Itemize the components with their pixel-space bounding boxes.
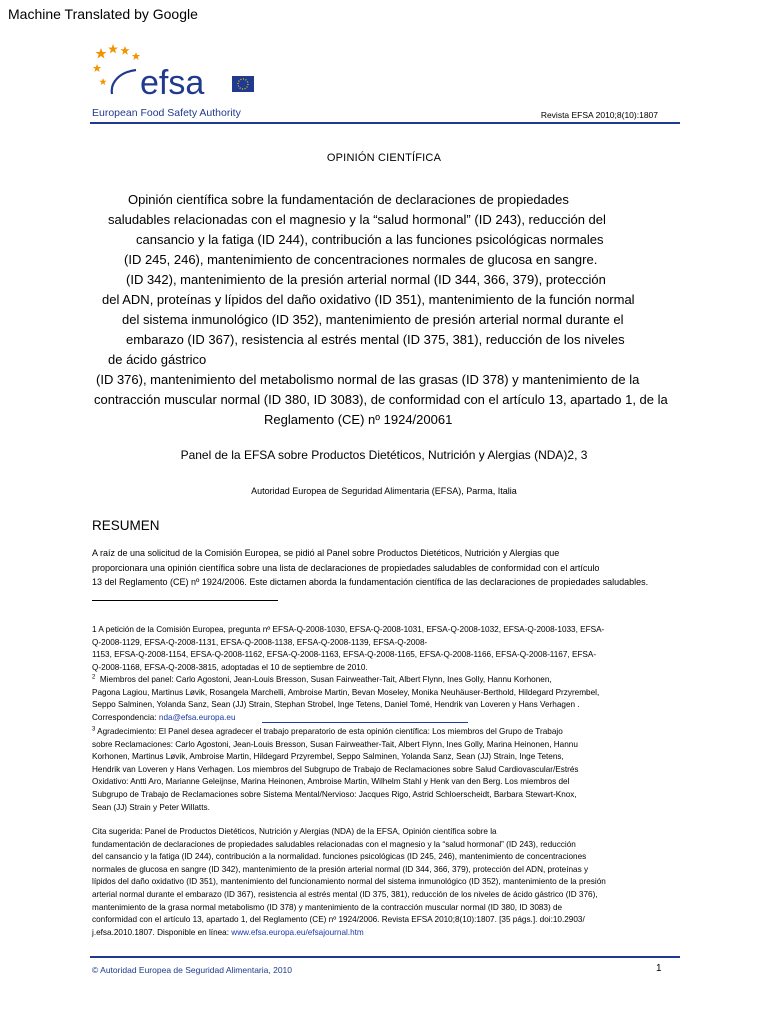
footnote-line: Agradecimiento: El Panel desea agradecer el trabajo preparatorio de esta opinión científica: Los miembros del Grupo de Trabajo — [97, 727, 563, 736]
footnote-line: Sean (JJ) Strain y Peter Willatts. — [92, 802, 210, 812]
header-rule — [90, 122, 680, 124]
footnote-mark: 1 — [92, 625, 97, 634]
title-line: Opinión científica sobre la fundamentación de declaraciones de propiedades — [128, 192, 569, 207]
footnote-3 — [92, 726, 692, 814]
footnote-line: Pagona Lagiou, Martinus Løvik, Rosangela Marchelli, Ambroise Martin, Bevan Moseley, Monika Neuhäuser-Berthold, Hildegard Przyrembel, — [92, 687, 600, 697]
title-line: contracción muscular normal (ID 380, ID 3083), de conformidad con el artículo 13, apartado 1, de la — [94, 392, 668, 407]
efsa-logo-graphic — [92, 42, 272, 122]
title-line: (ID 376), mantenimiento del metabolismo normal de las grasas (ID 378) y mantenimiento de la — [96, 372, 640, 387]
suggested-citation — [92, 826, 692, 939]
correspondence-label: Correspondencia: — [92, 712, 157, 722]
citation-line: del cansancio y la fatiga (ID 244), contribución a la normalidad. funciones psicológicas (ID 245, 246), mantenimiento de concentraciones — [92, 852, 587, 862]
title-line: de ácido gástrico — [108, 352, 207, 367]
abstract-line: proporcionara una opinión científica sobre una lista de declaraciones de propiedades saludables de conformidad con el artículo — [92, 562, 600, 573]
footnote-line: Subgrupo de Trabajo de Reclamaciones sobre Sistema Mental/Nervioso: Jacques Rigo, Astrid Schloerscheidt, Barbara Stewart-Knox, — [92, 789, 577, 799]
footnote-line: A petición de la Comisión Europea, pregunta nº EFSA-Q-2008-1030, EFSA-Q-2008-1031, EFSA-Q-2008-1032, EFSA-Q-2008-1033, EFSA- — [98, 625, 605, 634]
section-label: OPINIÓN CIENTÍFICA — [326, 152, 442, 164]
footnote-line: Oxidativo: Antti Aro, Marianne Geleijnse, Marina Heinonen, Ambroise Martin, Wilhelm Stahl y Henk van den Berg. Los miembros del — [92, 777, 570, 787]
email-underline — [262, 722, 468, 723]
footnote-2 — [92, 674, 692, 724]
eu-flag-icon — [232, 76, 254, 92]
title-line: cansancio y la fatiga (ID 244), contribución a las funciones psicológicas normales — [136, 232, 604, 247]
affiliation: Autoridad Europea de Seguridad Alimentaria (EFSA), Parma, Italia — [251, 486, 517, 496]
abstract-line: A raíz de una solicitud de la Comisión Europea, se pidió al Panel sobre Productos Dietéticos, Nutrición y Alergias que — [92, 548, 560, 558]
efsa-wordmark: efsa — [140, 64, 205, 102]
abstract-text — [92, 546, 742, 590]
journal-reference: Revista EFSA 2010;8(10):1807 — [540, 110, 658, 120]
efsa-org-name: European Food Safety Authority — [92, 107, 241, 119]
citation-line: arterial normal durante el embarazo (ID 367), resistencia al estrés mental (ID 375, 381), reducción de los niveles de ácido gástrico (ID 376), — [92, 889, 598, 899]
title-line: embarazo (ID 367), resistencia al estrés mental (ID 375, 381), reducción de los niveles — [126, 332, 625, 347]
citation-line: mantenimiento de la grasa normal metabolismo (ID 378) y mantenimiento de la contracción muscular normal (ID 380, ID 3083) de — [92, 902, 563, 912]
footnote-mark: 2 — [92, 674, 96, 681]
page-number: 1 — [656, 963, 662, 974]
citation-line: fundamentación de declaraciones de propiedades saludables relacionadas con el magnesio y la “salud hormonal” (ID 243), reducción — [92, 839, 576, 849]
footnote-line: Korhonen, Martinus Løvik, Ambroise Martin, Hildegard Przyrembel, Seppo Salminen, Yolanda Sanz, Sean (JJ) Strain, Inge Tetens, — [92, 752, 564, 762]
footnote-line: Seppo Salminen, Yolanda Sanz, Sean (JJ) Strain, Stephan Strobel, Inge Tetens, Daniel Tomé, Hendrik van Loveren y Hans Verhagen . — [92, 700, 580, 710]
correspondence-email-link[interactable]: nda@efsa.europa.eu — [158, 712, 236, 722]
citation-line: j.efsa.2010.1807. Disponible en línea: — [92, 927, 230, 937]
title-line: saludables relacionadas con el magnesio y la “salud hormonal” (ID 243), reducción del — [108, 212, 606, 227]
footnote-line: sobre Reclamaciones: Carlo Agostoni, Jean-Louis Bresson, Susan Fairweather-Tait, Albert Flynn, Ines Golly, Marina Heinonen, Hannu — [92, 739, 578, 749]
abstract-heading: RESUMEN — [92, 518, 160, 533]
citation-line: lípidos del daño oxidativo (ID 351), mantenimiento del funcionamiento normal del sistema inmunológico (ID 352), mantenimiento de la presión — [92, 877, 606, 887]
citation-line: conformidad con el artículo 13, apartado 1, del Reglamento (CE) nº 1924/2006. Revista EFSA 2010;8(10):1807. [35 págs.]. doi:10.2903/ — [92, 915, 585, 925]
citation-line: normales de glucosa en sangre (ID 342), mantenimiento de la presión arterial normal (ID 344, 366, 379), protección del ADN, proteínas y — [92, 864, 589, 874]
abstract-line: 13 del Reglamento (CE) nº 1924/2006. Este dictamen aborda la fundamentación científica de las declaraciones de propiedades saludables. — [92, 577, 649, 587]
panel-name: Panel de la EFSA sobre Productos Dietéticos, Nutrición y Alergias (NDA)2, 3 — [180, 448, 588, 462]
efsa-journal-link[interactable]: www.efsa.europa.eu/efsajournal.htm — [231, 927, 364, 937]
title-line: Reglamento (CE) nº 1924/20061 — [264, 412, 453, 427]
copyright-notice: © Autoridad Europea de Seguridad Alimentaria, 2010 — [92, 965, 293, 975]
footnote-mark: 3 — [92, 726, 96, 733]
footnote-line: Miembros del panel: Carlo Agostoni, Jean-Louis Bresson, Susan Fairweather-Tait, Albert Flynn, Ines Golly, Hannu Korhonen, — [99, 675, 552, 684]
footnote-line: Q-2008-1168, EFSA-Q-2008-3815, adoptadas el 10 de septiembre de 2010. — [92, 662, 368, 672]
title-line: (ID 342), mantenimiento de la presión arterial normal (ID 344, 366, 379), protección — [126, 272, 606, 287]
footnote-1 — [92, 624, 692, 674]
footer-rule — [90, 956, 680, 958]
citation-line: Cita sugerida: Panel de Productos Dietéticos, Nutrición y Alergias (NDA) de la EFSA, Opinión científica sobre la — [92, 827, 497, 836]
title-line: del ADN, proteínas y lípidos del daño oxidativo (ID 351), mantenimiento de la función normal — [102, 292, 635, 307]
footnote-line: Q-2008-1129, EFSA-Q-2008-1131, EFSA-Q-2008-1138, EFSA-Q-2008-1139, EFSA-Q-2008- — [92, 637, 428, 647]
footnote-separator — [92, 600, 278, 601]
title-line: (ID 245, 246), mantenimiento de concentraciones normales de glucosa en sangre. — [124, 252, 598, 267]
efsa-logo — [92, 42, 272, 122]
footnote-line: Hendrik van Loveren y Hans Verhagen. Los miembros del Subgrupo de Trabajo de Reclamaciones sobre Salud Cardiovascular/Estrés — [92, 764, 579, 774]
title-line: del sistema inmunológico (ID 352), mantenimiento de presión arterial normal durante el — [122, 312, 624, 327]
footnote-line: 1153, EFSA-Q-2008-1154, EFSA-Q-2008-1162, EFSA-Q-2008-1163, EFSA-Q-2008-1165, EFSA-Q-2008-1166, EFSA-Q-2008-1167, EFSA- — [92, 650, 597, 660]
machine-translation-banner: Machine Translated by Google — [8, 6, 198, 22]
